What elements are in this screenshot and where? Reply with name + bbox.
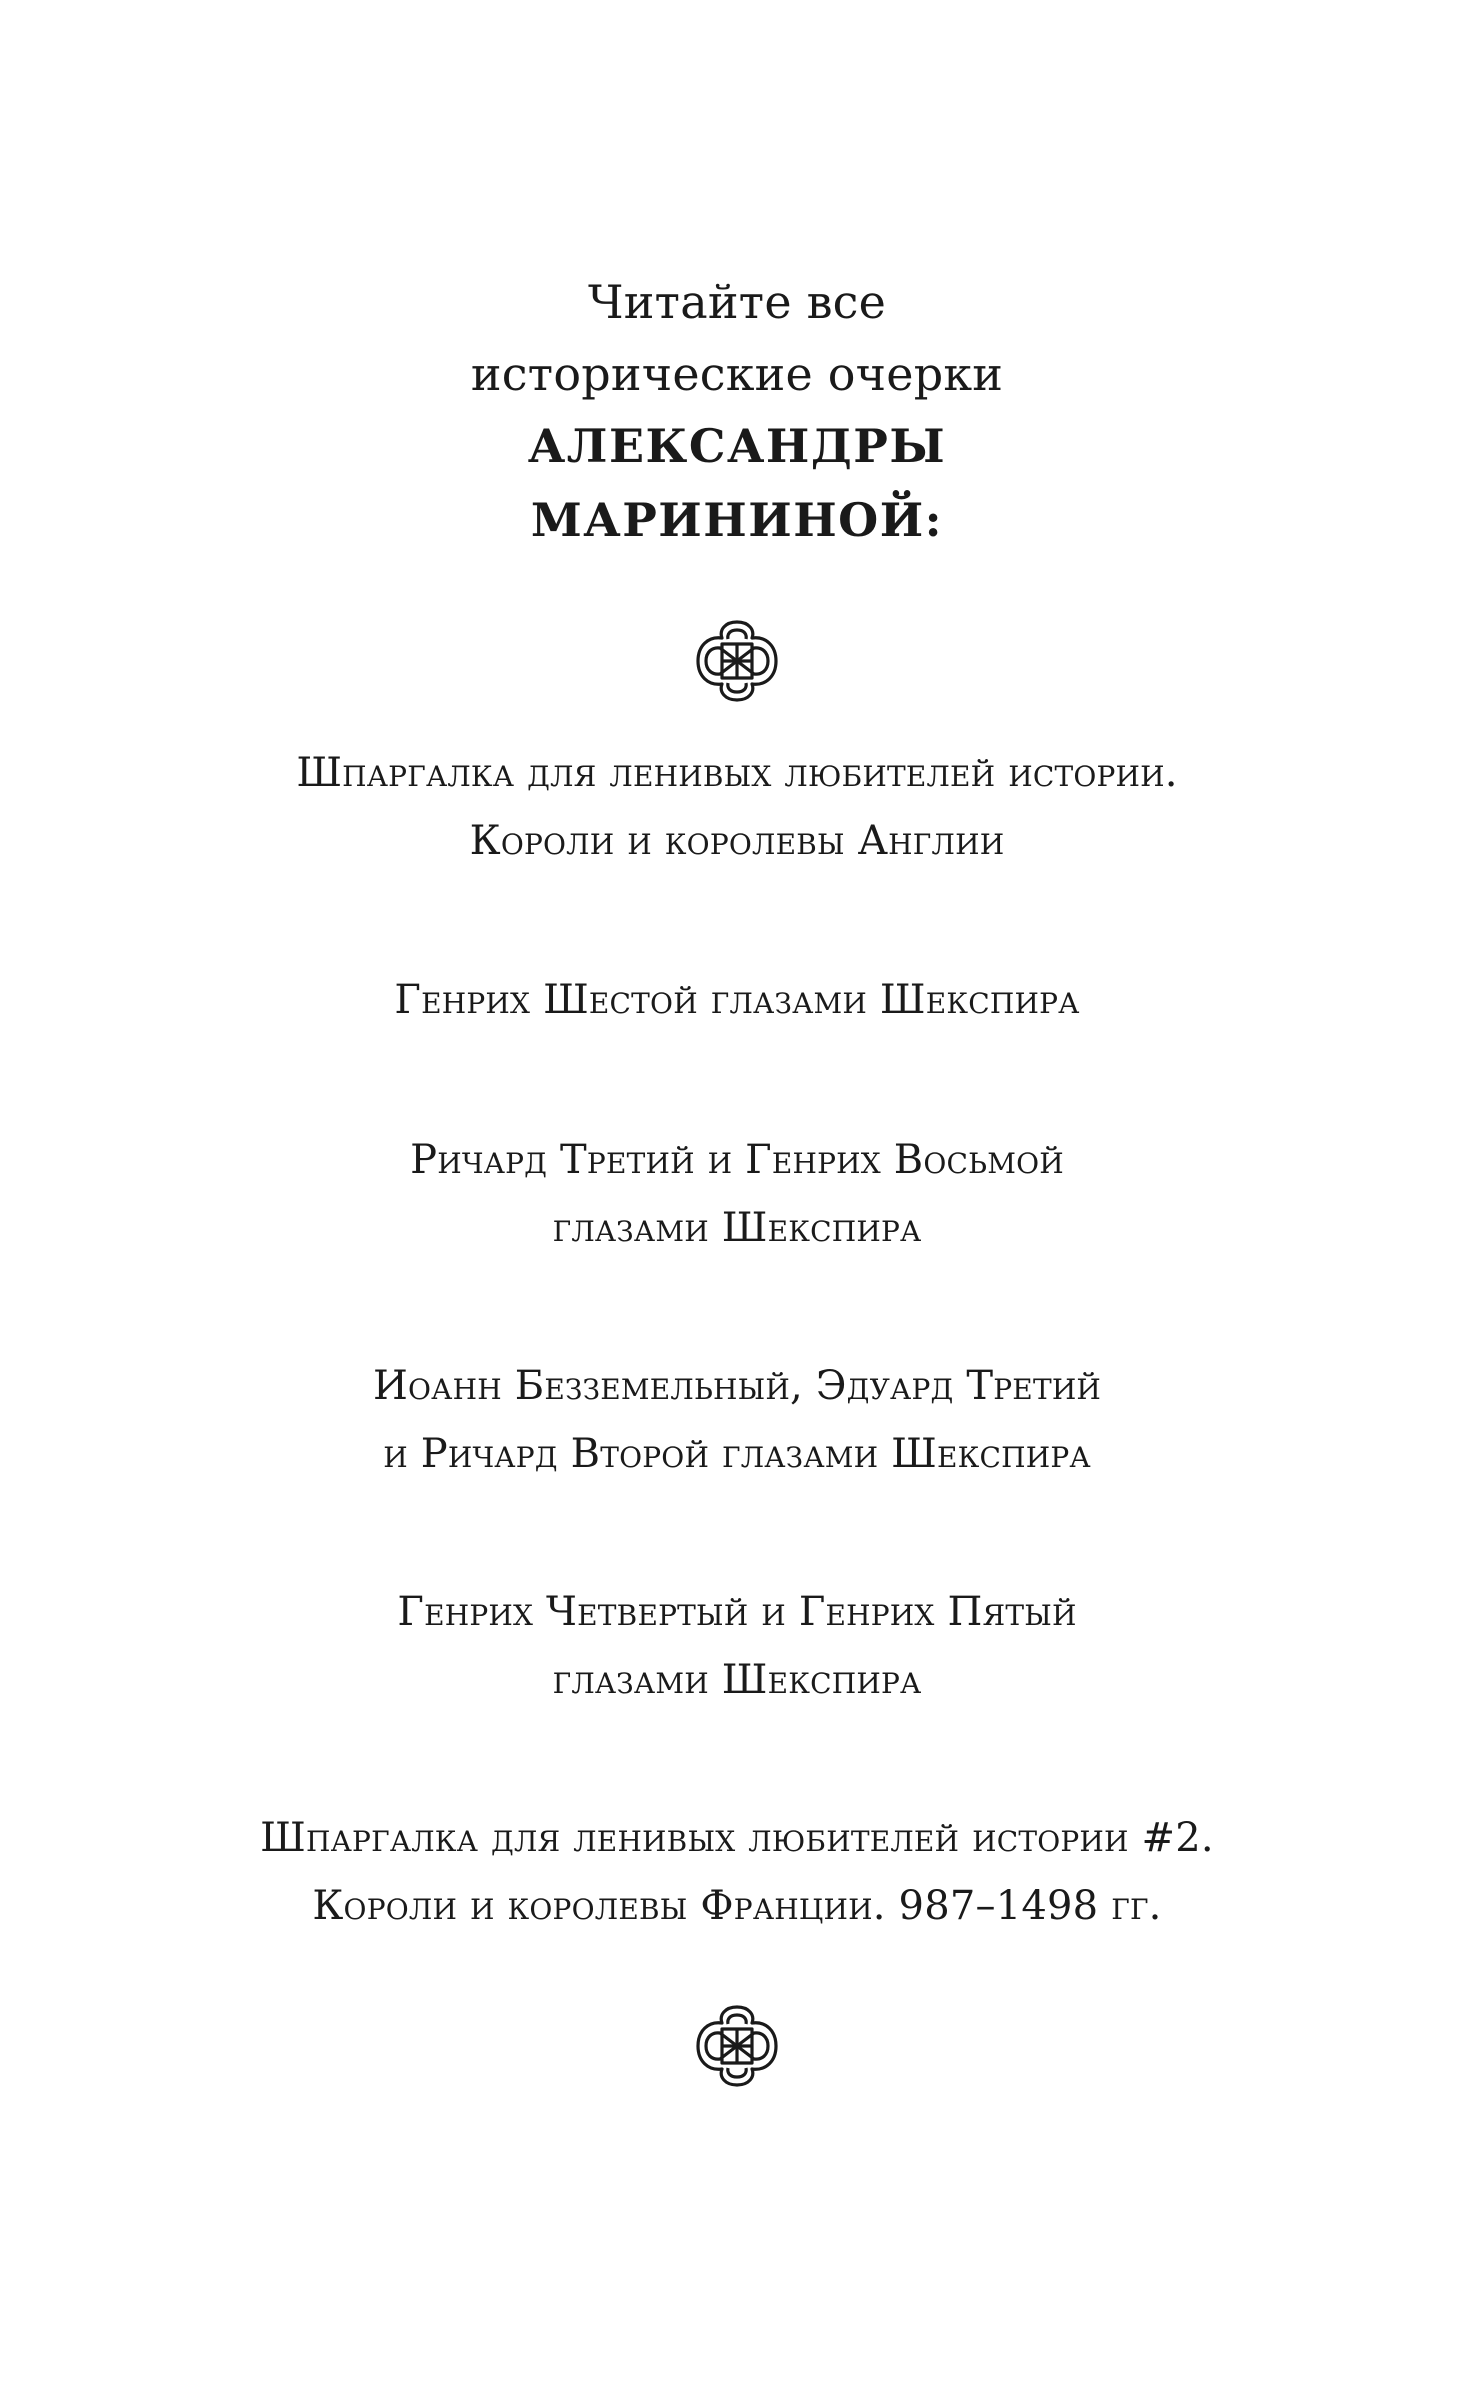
celtic-knot-ornament-icon: [692, 616, 782, 706]
book-4-line-1: Иоанн Безземельный, Эдуард Третий: [372, 1363, 1102, 1409]
author-name-line-1: АЛЕКСАНДРЫ: [527, 419, 947, 473]
book-5-line-1: Генрих Четвертый и Генрих Пятый: [397, 1589, 1077, 1635]
book-6-line-2: Короли и королевы Франции. 987–1498 гг.: [312, 1883, 1162, 1929]
intro-line-1: Читайте все: [587, 275, 887, 329]
book-1-line-2: Короли и королевы Англии: [469, 818, 1005, 864]
book-1-line-1: Шпаргалка для ленивых любителей истории.: [296, 750, 1178, 796]
celtic-knot-ornament-icon: [692, 2001, 782, 2091]
book-2-line-1: Генрих Шестой глазами Шекспира: [394, 977, 1080, 1023]
intro-line-2: исторические очерки: [470, 347, 1004, 401]
book-3-line-1: Ричард Третий и Генрих Восьмой: [410, 1137, 1064, 1183]
book-5-line-2: глазами Шекспира: [552, 1657, 922, 1703]
book-6-line-1: Шпаргалка для ленивых любителей истории #2.: [260, 1815, 1214, 1861]
book-3-line-2: глазами Шекспира: [552, 1205, 922, 1251]
book-4-line-2: и Ричард Второй глазами Шекспира: [383, 1431, 1091, 1477]
author-name-line-2: МАРИНИНОЙ:: [530, 493, 944, 547]
